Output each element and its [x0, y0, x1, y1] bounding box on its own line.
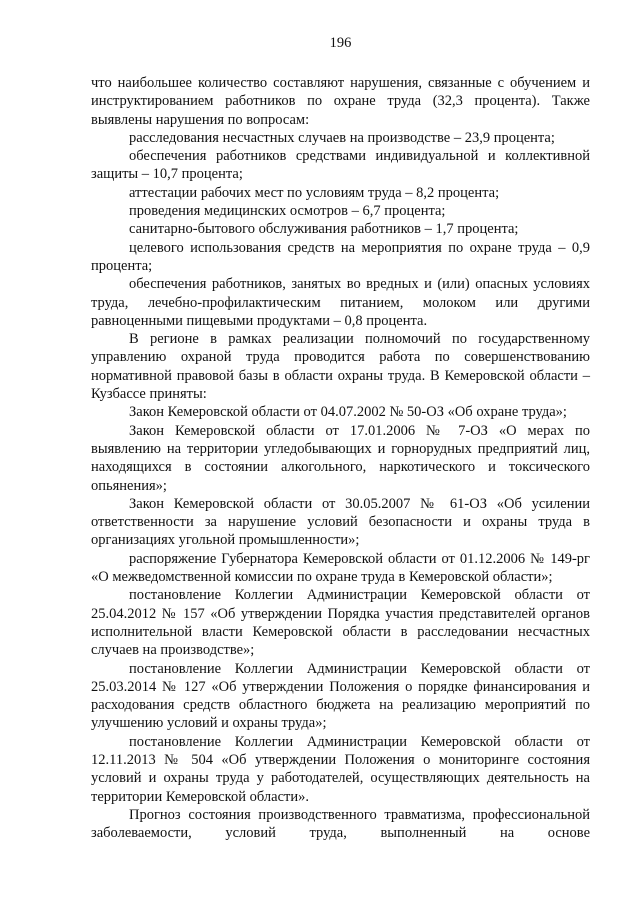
- paragraph: постановление Коллегии Администрации Кемеровской области от 12.11.2013 № 504 «Об утверждении Положения о мониторинге состояния условий и охраны труда у работодателей, осуществляющих деятельность на территории Кемеровской области».: [91, 733, 590, 805]
- paragraph: проведения медицинских осмотров – 6,7 процента;: [129, 203, 446, 220]
- paragraph: целевого использования средств на мероприятия по охране труда – 0,9 процента;: [91, 239, 590, 274]
- paragraph: В регионе в рамках реализации полномочий по государственному управлению охраной труда проводится работа по совершенствованию нормативной правовой базы в области охраны труда. В Кемеровской области – Кузбассе приняты:: [91, 331, 590, 403]
- paragraph: распоряжение Губернатора Кемеровской области от 01.12.2006 № 149-рг «О межведомственной комиссии по охране труда в Кемеровской области»;: [91, 550, 590, 586]
- paragraph: аттестации рабочих мест по условиям труда – 8,2 процента;: [129, 184, 500, 201]
- paragraph: постановление Коллегии Администрации Кемеровской области от 25.03.2014 № 127 «Об утверждении Положения о порядке финансирования и расходования средств областного бюджета на реализацию мероприятий по улучшению условий и охраны труда»;: [91, 660, 590, 732]
- paragraph: постановление Коллегии Администрации Кемеровской области от 25.04.2012 № 157 «Об утверждении Порядка участия представителей органов исполнительной власти Кемеровской области в расследовании несчастных случаев на производстве»;: [91, 587, 590, 659]
- paragraph: обеспечения работников средствами индивидуальной и коллективной защиты – 10,7 процента;: [91, 148, 590, 183]
- paragraph: обеспечения работников, занятых во вредных и (или) опасных условиях труда, лечебно-профилактическим питанием, молоком или другими равноценными пищевыми продуктами – 0,8 процента.: [91, 276, 590, 329]
- paragraph: Закон Кемеровской области от 30.05.2007 № 61-ОЗ «Об усилении ответственности за нарушение условий безопасности и охраны труда в организациях угольной промышленности»;: [91, 495, 590, 549]
- body-text: [91, 74, 590, 842]
- paragraph: расследования несчастных случаев на производстве – 23,9 процента;: [129, 129, 555, 146]
- paragraph: санитарно-бытового обслуживания работников – 1,7 процента;: [129, 221, 519, 238]
- paragraph: Закон Кемеровской области от 04.07.2002 № 50-ОЗ «Об охране труда»;: [129, 404, 567, 421]
- paragraph: Прогноз состояния производственного травматизма, профессиональной заболеваемости, условий труда, выполненный на основе: [91, 806, 590, 842]
- paragraph: что наибольшее количество составляют нарушения, связанные с обучением и инструктированием работников по охране труда (32,3 процента). Также выявлены нарушения по вопросам:: [91, 75, 590, 128]
- page-number: 196: [329, 35, 352, 51]
- paragraph: Закон Кемеровской области от 17.01.2006 № 7-ОЗ «О мерах по выявлению на территории угледобывающих и горнорудных предприятий лиц, находящихся в состоянии алкогольного, наркотического и токсического опьянения»;: [91, 422, 590, 494]
